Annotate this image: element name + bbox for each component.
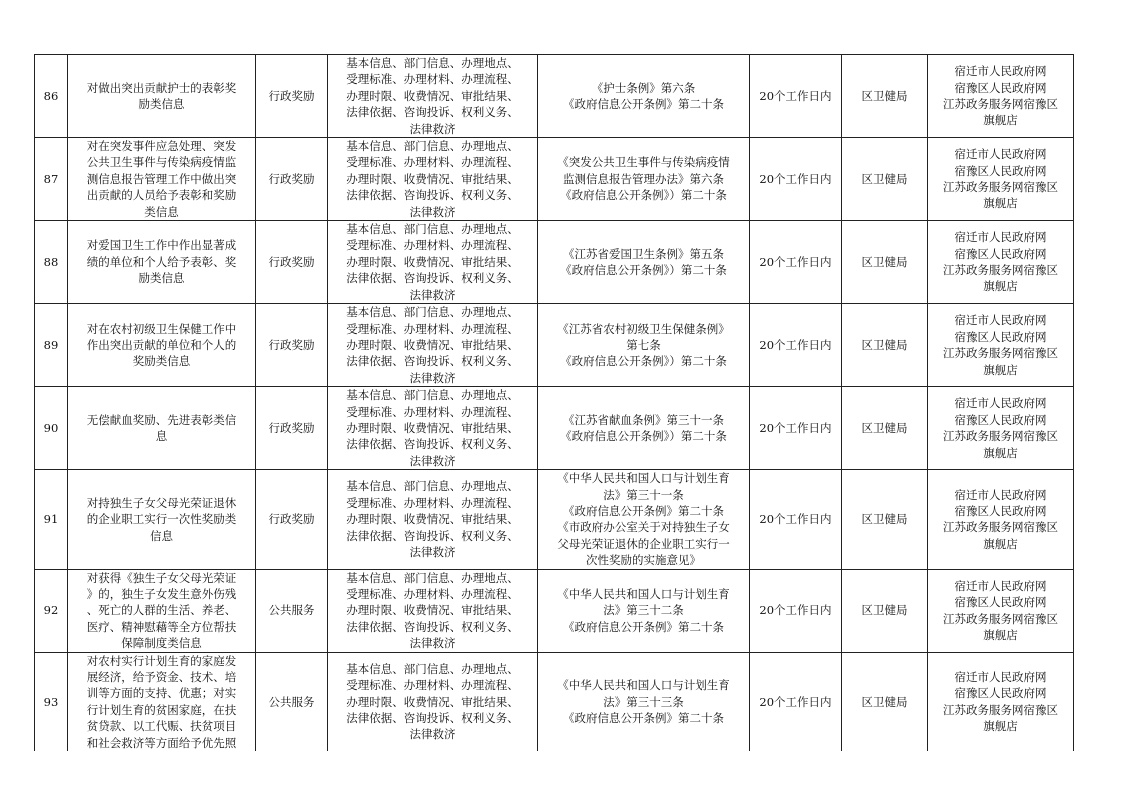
- disclosure-time-limit: 20个工作日内: [750, 387, 842, 470]
- disclosure-content: 基本信息、部门信息、办理地点、 受理标准、办理材料、办理流程、 办理时限、收费情况、审批结果、 法律依据、咨询投诉、权利义务、 法律救济: [328, 387, 538, 470]
- item-name: 对在突发事件应急处理、突发 公共卫生事件与传染病疫情监 测信息报告管理工作中做出突 出贡献的人员给予表彰和奖励 类信息: [68, 138, 256, 221]
- legal-basis: 《突发公共卫生事件与传染病疫情 监测信息报告管理办法》第六条 《政府信息公开条例》）第二十条: [538, 138, 750, 221]
- item-category: 行政奖励: [256, 387, 328, 470]
- item-category: 公共服务: [256, 652, 328, 751]
- responsible-department: 区卫健局: [842, 221, 928, 304]
- row-number: 89: [35, 304, 68, 387]
- legal-basis: 《江苏省农村初级卫生保健条例》 第七条 《政府信息公开条例》）第二十条: [538, 304, 750, 387]
- item-name: 无偿献血奖励、先进表彰类信 息: [68, 387, 256, 470]
- item-category: 行政奖励: [256, 304, 328, 387]
- disclosure-time-limit: 20个工作日内: [750, 221, 842, 304]
- disclosure-content: 基本信息、部门信息、办理地点、 受理标准、办理材料、办理流程、 办理时限、收费情况、审批结果、 法律依据、咨询投诉、权利义务、 法律救济: [328, 470, 538, 569]
- table-row: [35, 569, 1074, 652]
- table-row: [35, 470, 1074, 569]
- responsible-department: 区卫健局: [842, 55, 928, 138]
- table-row: [35, 652, 1074, 751]
- legal-basis: 《中华人民共和国人口与计划生育 法》第三十二条 《政府信息公开条例》第二十条: [538, 569, 750, 652]
- item-name: 对获得《独生子女父母光荣证 》的，独生子女发生意外伤残 、死亡的人群的生活、养老、 医疗、精神慰藉等全方位帮扶 保障制度类信息: [68, 569, 256, 652]
- responsible-department: 区卫健局: [842, 138, 928, 221]
- disclosure-content: 基本信息、部门信息、办理地点、 受理标准、办理材料、办理流程、 办理时限、收费情况、审批结果、 法律依据、咨询投诉、权利义务、 法律救济: [328, 55, 538, 138]
- row-number: 86: [35, 55, 68, 138]
- legal-basis: 《江苏省献血条例》第三十一条 《政府信息公开条例》）第二十条: [538, 387, 750, 470]
- disclosure-content: 基本信息、部门信息、办理地点、 受理标准、办理材料、办理流程、 办理时限、收费情况、审批结果、 法律依据、咨询投诉、权利义务、 法律救济: [328, 304, 538, 387]
- item-category: 行政奖励: [256, 221, 328, 304]
- item-category: 行政奖励: [256, 55, 328, 138]
- item-category: 公共服务: [256, 569, 328, 652]
- disclosure-channel: 宿迁市人民政府网 宿豫区人民政府网 江苏政务服务网宿豫区 旗舰店: [928, 55, 1074, 138]
- row-number: 87: [35, 138, 68, 221]
- item-category: 行政奖励: [256, 470, 328, 569]
- disclosure-time-limit: 20个工作日内: [750, 304, 842, 387]
- row-number: 90: [35, 387, 68, 470]
- disclosure-channel: 宿迁市人民政府网 宿豫区人民政府网 江苏政务服务网宿豫区 旗舰店: [928, 652, 1074, 751]
- disclosure-content: 基本信息、部门信息、办理地点、 受理标准、办理材料、办理流程、 办理时限、收费情况、审批结果、 法律依据、咨询投诉、权利义务、 法律救济: [328, 652, 538, 751]
- disclosure-table: [34, 54, 1074, 751]
- responsible-department: 区卫健局: [842, 470, 928, 569]
- disclosure-content: 基本信息、部门信息、办理地点、 受理标准、办理材料、办理流程、 办理时限、收费情况、审批结果、 法律依据、咨询投诉、权利义务、 法律救济: [328, 221, 538, 304]
- responsible-department: 区卫健局: [842, 569, 928, 652]
- table-row: [35, 138, 1074, 221]
- disclosure-time-limit: 20个工作日内: [750, 470, 842, 569]
- disclosure-content: 基本信息、部门信息、办理地点、 受理标准、办理材料、办理流程、 办理时限、收费情况、审批结果、 法律依据、咨询投诉、权利义务、 法律救济: [328, 138, 538, 221]
- responsible-department: 区卫健局: [842, 652, 928, 751]
- disclosure-channel: 宿迁市人民政府网 宿豫区人民政府网 江苏政务服务网宿豫区 旗舰店: [928, 221, 1074, 304]
- legal-basis: 《江苏省爱国卫生条例》第五条 《政府信息公开条例》）第二十条: [538, 221, 750, 304]
- responsible-department: 区卫健局: [842, 387, 928, 470]
- item-name: 对持独生子女父母光荣证退休 的企业职工实行一次性奖励类 信息: [68, 470, 256, 569]
- row-number: 92: [35, 569, 68, 652]
- item-name: 对在农村初级卫生保健工作中 作出突出贡献的单位和个人的 奖励类信息: [68, 304, 256, 387]
- item-name: 对爱国卫生工作中作出显著成 绩的单位和个人给予表彰、奖 励类信息: [68, 221, 256, 304]
- disclosure-time-limit: 20个工作日内: [750, 652, 842, 751]
- disclosure-channel: 宿迁市人民政府网 宿豫区人民政府网 江苏政务服务网宿豫区 旗舰店: [928, 470, 1074, 569]
- table-row: [35, 221, 1074, 304]
- disclosure-channel: 宿迁市人民政府网 宿豫区人民政府网 江苏政务服务网宿豫区 旗舰店: [928, 304, 1074, 387]
- row-number: 88: [35, 221, 68, 304]
- item-name: 对农村实行计划生育的家庭发 展经济，给予资金、技术、培 训等方面的支持、优惠；对实 行计划生育的贫困家庭，在扶 贫贷款、以工代赈、扶贫项目 和社会救济等方面给予优先照: [68, 652, 256, 751]
- disclosure-time-limit: 20个工作日内: [750, 569, 842, 652]
- responsible-department: 区卫健局: [842, 304, 928, 387]
- row-number: 93: [35, 652, 68, 751]
- disclosure-channel: 宿迁市人民政府网 宿豫区人民政府网 江苏政务服务网宿豫区 旗舰店: [928, 138, 1074, 221]
- row-number: 91: [35, 470, 68, 569]
- table-row: [35, 55, 1074, 138]
- disclosure-channel: 宿迁市人民政府网 宿豫区人民政府网 江苏政务服务网宿豫区 旗舰店: [928, 387, 1074, 470]
- table-row: [35, 387, 1074, 470]
- legal-basis: 《中华人民共和国人口与计划生育 法》第三十三条 《政府信息公开条例》第二十条: [538, 652, 750, 751]
- disclosure-channel: 宿迁市人民政府网 宿豫区人民政府网 江苏政务服务网宿豫区 旗舰店: [928, 569, 1074, 652]
- item-name: 对做出突出贡献护士的表彰奖 励类信息: [68, 55, 256, 138]
- legal-basis: 《中华人民共和国人口与计划生育 法》第三十一条 《政府信息公开条例》第二十条 《市政府办公室关于对持独生子女 父母光荣证退休的企业职工实行一 次性奖励的实施意见》: [538, 470, 750, 569]
- disclosure-time-limit: 20个工作日内: [750, 55, 842, 138]
- table-row: [35, 304, 1074, 387]
- item-category: 行政奖励: [256, 138, 328, 221]
- disclosure-time-limit: 20个工作日内: [750, 138, 842, 221]
- legal-basis: 《护士条例》第六条 《政府信息公开条例》第二十条: [538, 55, 750, 138]
- disclosure-content: 基本信息、部门信息、办理地点、 受理标准、办理材料、办理流程、 办理时限、收费情况、审批结果、 法律依据、咨询投诉、权利义务、 法律救济: [328, 569, 538, 652]
